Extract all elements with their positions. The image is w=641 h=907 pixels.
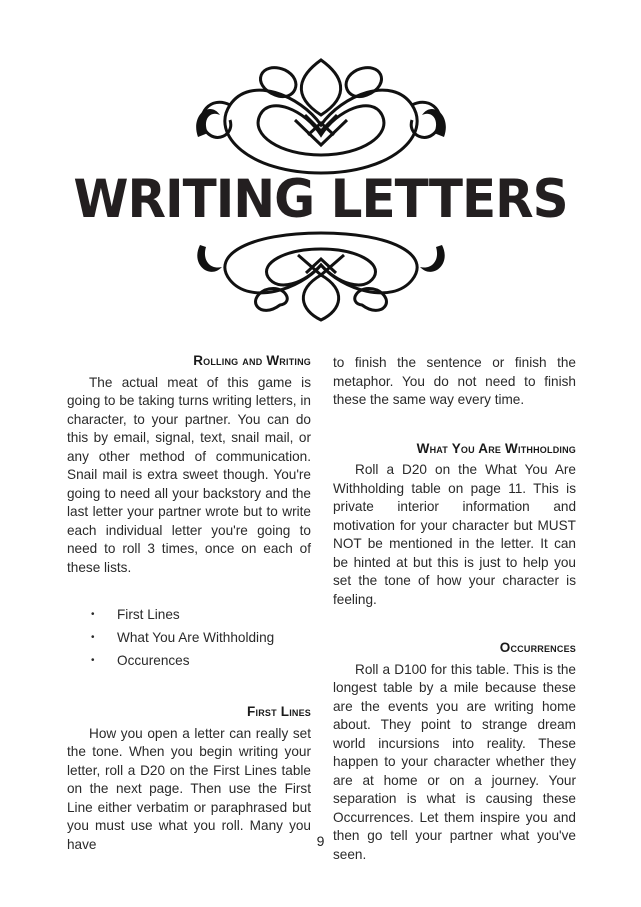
- flourish-graphic-bottom: [190, 225, 452, 325]
- bullet-icon: •: [91, 655, 95, 666]
- bullet-icon: •: [91, 632, 95, 643]
- first-lines-continuation: to finish the sentence or finish the metaphor. You do not need to finish these the same way every time.: [333, 355, 576, 407]
- list-item: [67, 649, 311, 672]
- withholding-body: Roll a D20 on the What You Are Withholding table on page 11. This is private interior information and motivation for your character but MUST NOT be mentioned in the letter. It can be hinted at but this is just to help you set the tone of how your character is feeling.: [333, 462, 576, 607]
- bottom-flourish-ornament: [190, 225, 452, 325]
- rolling-body: The actual meat of this game is going to be taking turns writing letters, in character, to your partner. You can do this by email, signal, text, snail mail, or any other method of communication. Snail mail is extra sweet though. You're going to need all your backstory and the last letter your partner wrote but to write each individual letter you're going to need to roll 3 times, once on each of these lists.: [67, 374, 311, 575]
- first-lines-body: How you open a letter can really set the tone. When you begin writing your letter, roll a D20 on the First Lines table on the next page. Then use the First Line either verbatim or paraphrased but you must use what you roll. Many you have: [67, 725, 311, 852]
- list-item: [67, 626, 311, 649]
- bullet-label: First Lines: [117, 607, 180, 622]
- lists-bullet-list: [67, 603, 311, 672]
- rolling-heading: Rolling and Writing: [193, 353, 311, 368]
- withholding-heading: What You Are Withholding: [416, 440, 576, 456]
- bullet-icon: •: [91, 609, 95, 620]
- first-lines-heading: First Lines: [247, 704, 311, 719]
- occurrences-heading: Occurrences: [499, 640, 576, 655]
- page-title: WRITING LETTERS: [73, 168, 568, 230]
- right-column: [333, 354, 576, 864]
- bullet-label: Occurences: [117, 653, 190, 668]
- left-column: [67, 352, 311, 854]
- bullet-label: What You Are Withholding: [117, 630, 275, 645]
- flourish-graphic-top: [190, 55, 452, 180]
- list-item: [67, 603, 311, 626]
- top-flourish-ornament: [190, 55, 452, 180]
- occurrences-body: Roll a D100 for this table. This is the longest table by a mile because these are the events you are writing home about. They point to strange dream world incursions into reality. These happen to your character whether they are at home or on a journey. Your separation is what is causing these Occurrences. Let them inspire you and then go tell your partner what you've seen.: [333, 661, 576, 862]
- page-number: 9: [316, 833, 325, 849]
